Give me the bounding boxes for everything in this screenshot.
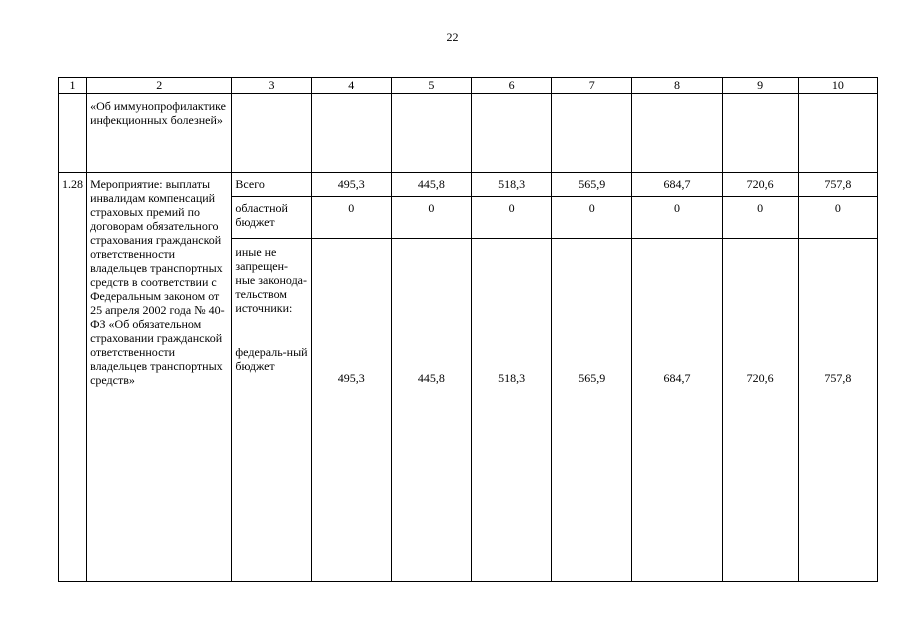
value-cell: 0	[798, 197, 877, 239]
column-header: 4	[311, 78, 391, 94]
value-cell: 518,3	[471, 173, 551, 197]
column-header: 7	[552, 78, 632, 94]
value-cell: 684,7	[632, 239, 722, 582]
value-cell: 518,3	[471, 239, 551, 582]
column-header: 9	[722, 78, 798, 94]
value-cell: 445,8	[391, 239, 471, 582]
federal-source-label: федераль-ный бюджет	[235, 345, 308, 373]
item-number: 1.28	[59, 173, 87, 582]
item-description: Мероприятие: выплаты инвалидам компенсаций страховых премий по договорам обязательного страхования гражданской ответственности владельцев транспортных средств в соответствии с Федеральным законом от 25 апреля 2002 года № 40-ФЗ «Об обязательном страховании гражданской ответственности владельцев транспортных средств»	[87, 173, 232, 582]
value-cell: 565,9	[552, 239, 632, 582]
value-cell: 495,3	[311, 239, 391, 582]
value-cell: 0	[311, 197, 391, 239]
continuation-row	[59, 94, 878, 173]
column-numbers-row	[59, 78, 878, 94]
other-sources-label: иные не запрещен-ные законода-тельством источники:	[235, 245, 308, 315]
funding-table	[58, 77, 878, 582]
column-header: 3	[232, 78, 311, 94]
source-cell	[232, 239, 311, 582]
value-cell: 0	[471, 197, 551, 239]
column-header: 1	[59, 78, 87, 94]
value-cell: 495,3	[311, 173, 391, 197]
page-number: 22	[446, 30, 459, 44]
column-header: 5	[391, 78, 471, 94]
source-label: областной бюджет	[232, 197, 311, 239]
value-cell: 0	[632, 197, 722, 239]
value-cell: 445,8	[391, 173, 471, 197]
value-cell: 565,9	[552, 173, 632, 197]
column-header: 10	[798, 78, 877, 94]
column-header: 2	[87, 78, 232, 94]
value-cell: 757,8	[798, 239, 877, 582]
source-label: Всего	[232, 173, 311, 197]
value-cell: 720,6	[722, 239, 798, 582]
value-cell: 0	[391, 197, 471, 239]
table-row-total	[59, 173, 878, 197]
value-cell: 684,7	[632, 173, 722, 197]
column-header: 6	[471, 78, 551, 94]
value-cell: 0	[552, 197, 632, 239]
value-cell: 757,8	[798, 173, 877, 197]
continuation-text: «Об иммунопрофилактике инфекционных болезней»	[87, 94, 232, 173]
column-header: 8	[632, 78, 722, 94]
value-cell: 0	[722, 197, 798, 239]
value-cell: 720,6	[722, 173, 798, 197]
